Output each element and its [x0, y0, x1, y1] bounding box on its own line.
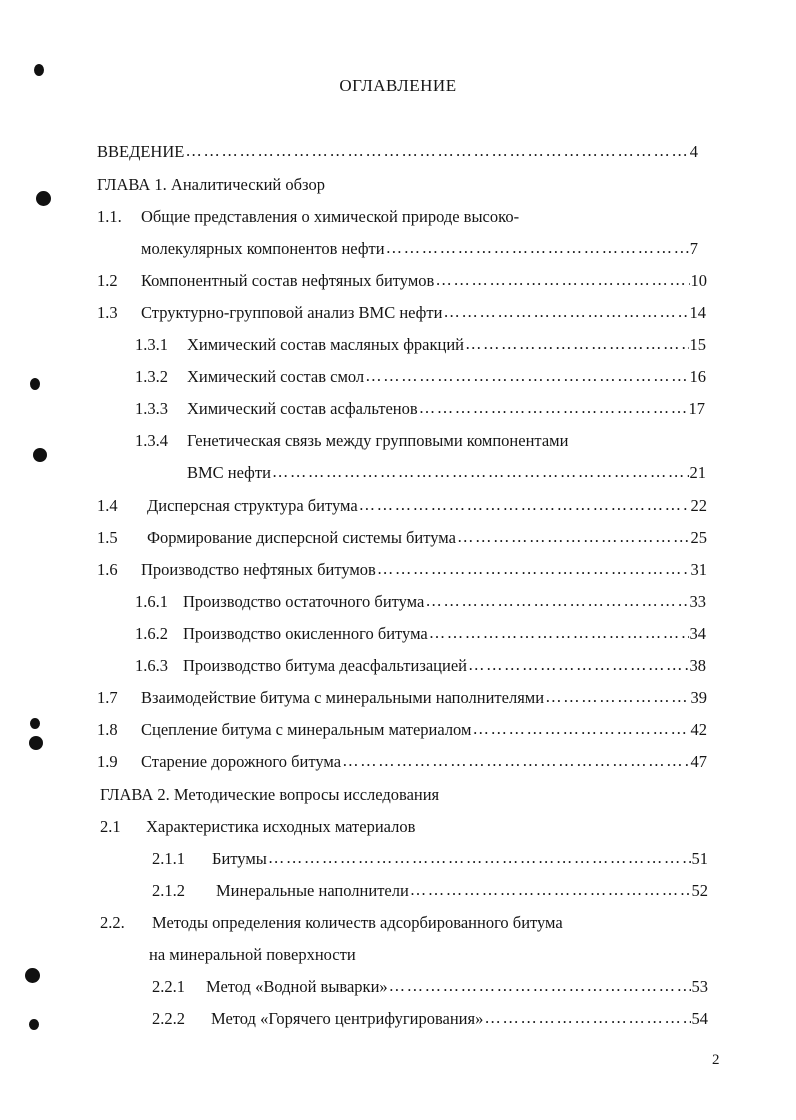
entry-number: 2.2.	[100, 913, 125, 932]
dot-leader	[389, 975, 691, 997]
dot-leader	[443, 301, 688, 323]
dot-leader	[472, 718, 689, 740]
entry-text: ВВЕДЕНИЕ	[97, 142, 185, 161]
entry-text: Метод «Горячего центрифугирования»	[211, 1009, 484, 1028]
entry-number: 2.2.2	[152, 1009, 185, 1028]
entry-page: 22	[690, 496, 707, 515]
entry-text: Производство нефтяных битумов	[141, 560, 376, 579]
entry-number: 1.2	[97, 271, 118, 290]
toc-entry	[135, 366, 706, 388]
entry-number: 1.7	[97, 688, 118, 707]
dot-leader	[410, 879, 691, 901]
entry-page: 4	[689, 142, 698, 161]
entry-text: Химический состав асфальтенов	[187, 399, 418, 418]
entry-page: 47	[690, 752, 707, 771]
dot-leader	[429, 622, 689, 644]
entry-text: Производство остаточного битума	[183, 592, 425, 611]
punch-hole	[33, 448, 47, 462]
dot-leader	[425, 590, 688, 612]
entry-number: 2.1.2	[152, 881, 185, 900]
toc-entry	[97, 751, 707, 773]
dot-leader	[268, 847, 691, 869]
entry-page: 7	[689, 239, 698, 258]
entry-text: Формирование дисперсной системы битума	[147, 528, 456, 547]
toc-entry	[152, 976, 708, 998]
entry-page: 21	[689, 463, 706, 482]
toc-entry	[97, 687, 707, 709]
entry-page: 17	[688, 399, 705, 418]
entry-text: Генетическая связь между групповыми компонентами	[187, 431, 569, 450]
entry-page: 16	[689, 367, 706, 386]
entry-number: 1.4	[97, 496, 118, 515]
entry-page: 31	[690, 560, 707, 579]
entry-text: ГЛАВА 2. Методические вопросы исследования	[100, 785, 440, 804]
entry-text: Химический состав смол	[187, 367, 365, 386]
toc-entry	[152, 1008, 708, 1030]
entry-page: 10	[690, 271, 707, 290]
toc-entry	[97, 559, 707, 581]
entry-page: 15	[689, 335, 706, 354]
dot-leader	[545, 686, 689, 708]
toc-entry	[97, 141, 698, 163]
toc-entry	[97, 206, 519, 228]
toc-entry	[152, 848, 708, 870]
entry-text: ГЛАВА 1. Аналитический обзор	[97, 175, 325, 194]
dot-leader	[365, 365, 688, 387]
entry-page: 54	[691, 1009, 708, 1028]
toc-entry	[97, 495, 707, 517]
punch-hole	[30, 378, 40, 390]
entry-text: Общие представления о химической природе высоко-	[141, 207, 520, 226]
punch-hole	[25, 968, 40, 983]
entry-page: 51	[691, 849, 708, 868]
toc-entry	[187, 462, 706, 484]
dot-leader	[377, 558, 690, 580]
entry-number: 1.9	[97, 752, 118, 771]
entry-number: 1.6.1	[135, 592, 168, 611]
dot-leader	[465, 333, 689, 355]
entry-page: 52	[691, 881, 708, 900]
toc-entry	[135, 430, 568, 452]
entry-number: 2.1.1	[152, 849, 185, 868]
toc-entry	[97, 527, 707, 549]
dot-leader	[457, 526, 690, 548]
dot-leader	[419, 397, 688, 419]
toc-entry	[152, 880, 708, 902]
entry-number: 2.1	[100, 817, 121, 836]
entry-text: Компонентный состав нефтяных битумов	[141, 271, 435, 290]
toc-entry	[100, 816, 415, 838]
entry-text: Старение дорожного битума	[141, 752, 342, 771]
entry-number: 1.3.4	[135, 431, 168, 450]
toc-entry	[135, 591, 706, 613]
entry-text: Взаимодействие битума с минеральными наполнителями	[141, 688, 545, 707]
toc-entry	[97, 302, 706, 324]
chapter-heading	[100, 784, 439, 806]
entry-number: 1.3.1	[135, 335, 168, 354]
entry-text: Минеральные наполнители	[216, 881, 409, 900]
entry-page: 53	[691, 977, 708, 996]
toc-title: ОГЛАВЛЕНИЕ	[339, 76, 457, 95]
dot-leader	[272, 461, 689, 483]
toc-entry	[141, 238, 698, 260]
entry-text: Производство битума деасфальтизацией	[183, 656, 467, 675]
entry-number: 1.3	[97, 303, 118, 322]
entry-number: 1.8	[97, 720, 118, 739]
toc-entry	[97, 270, 707, 292]
chapter-heading	[97, 174, 325, 196]
punch-hole	[29, 736, 43, 750]
punch-hole	[30, 718, 40, 729]
entry-text: Методы определения количеств адсорбированного битума	[152, 913, 563, 932]
dot-leader	[185, 140, 688, 162]
dot-leader	[484, 1007, 690, 1029]
entry-text: Химический состав масляных фракций	[187, 335, 464, 354]
dot-leader	[386, 237, 689, 259]
entry-text: Дисперсная структура битума	[147, 496, 358, 515]
toc-entry	[135, 398, 705, 420]
toc-entry	[97, 719, 707, 741]
entry-number: 1.1.	[97, 207, 122, 226]
entry-text: Структурно-групповой анализ ВМС нефти	[141, 303, 443, 322]
punch-hole	[36, 191, 51, 206]
punch-hole	[29, 1019, 39, 1030]
page-number: 2	[712, 1052, 720, 1068]
toc-entry	[135, 334, 706, 356]
entry-number: 1.3.3	[135, 399, 168, 418]
entry-number: 1.5	[97, 528, 118, 547]
toc-entry	[149, 944, 356, 966]
dot-leader	[359, 494, 690, 516]
entry-text: Битумы	[212, 849, 267, 868]
entry-page: 39	[690, 688, 707, 707]
entry-text: ВМС нефти	[187, 463, 271, 482]
punch-hole	[34, 64, 44, 76]
entry-number: 1.6.3	[135, 656, 168, 675]
dot-leader	[342, 750, 689, 772]
entry-number: 1.6.2	[135, 624, 168, 643]
toc-entry	[135, 623, 706, 645]
entry-page: 14	[689, 303, 706, 322]
dot-leader	[468, 654, 689, 676]
entry-page: 42	[690, 720, 707, 739]
entry-text: Производство окисленного битума	[183, 624, 428, 643]
entry-page: 25	[690, 528, 707, 547]
entry-number: 1.3.2	[135, 367, 168, 386]
toc-entry	[135, 655, 706, 677]
entry-text: Характеристика исходных материалов	[146, 817, 416, 836]
entry-page: 33	[689, 592, 706, 611]
entry-number: 2.2.1	[152, 977, 185, 996]
entry-text: молекулярных компонентов нефти	[141, 239, 385, 258]
entry-number: 1.6	[97, 560, 118, 579]
dot-leader	[435, 269, 689, 291]
toc-entry	[100, 912, 563, 934]
entry-text: Метод «Водной выварки»	[206, 977, 388, 996]
entry-page: 38	[689, 656, 706, 675]
entry-text: на минеральной поверхности	[149, 945, 356, 964]
entry-page: 34	[689, 624, 706, 643]
entry-text: Сцепление битума с минеральным материалом	[141, 720, 472, 739]
